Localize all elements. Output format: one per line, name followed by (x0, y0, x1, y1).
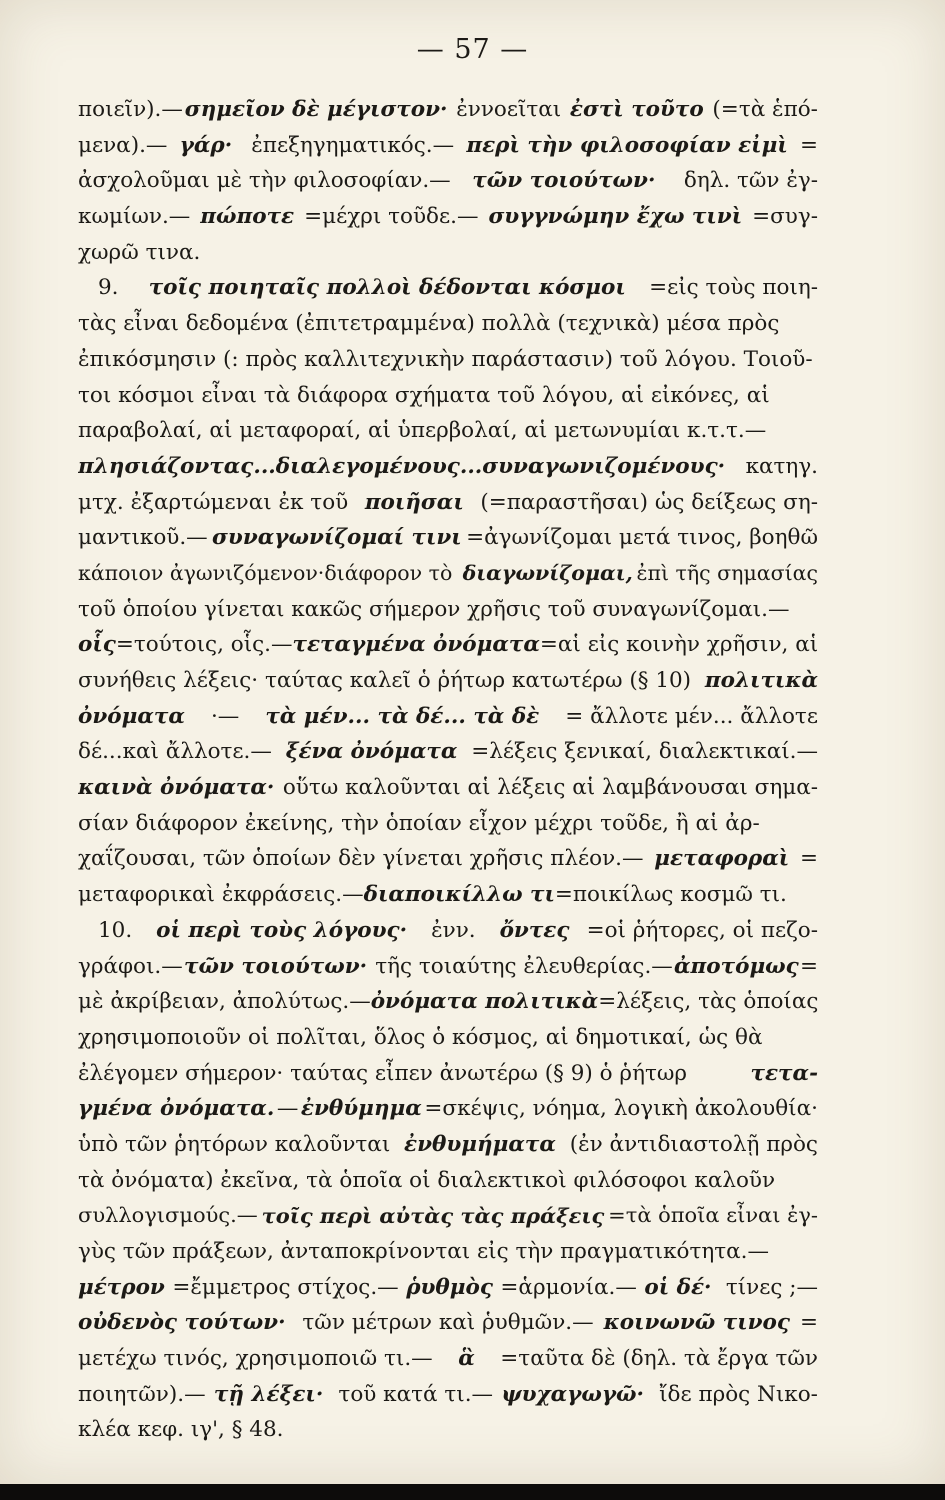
gloss-text: = (799, 953, 818, 979)
gloss-text: =συγ- (752, 204, 818, 230)
text-line (78, 1341, 818, 1377)
gloss-text: κάποιον ἀγωνιζόμενον·διάφορον τὸ (78, 560, 459, 585)
gloss-text: τῶν μέτρων καὶ ῥυθμῶν.— (295, 1310, 594, 1336)
lemma-term: τῶν τοιούτων· (184, 953, 368, 979)
lemma-term: τὰ μέν... τὰ δέ... τὰ δὲ (265, 703, 540, 729)
lemma-term: τῶν τοιούτων· (472, 168, 656, 194)
gloss-text: = (799, 1310, 818, 1336)
text-line (78, 163, 818, 199)
lemma-term: γμένα ὀνόματα. (78, 1096, 275, 1122)
lemma-term: τετα- (750, 1060, 818, 1086)
text-line (78, 1270, 818, 1306)
lemma-term: ἀποτόμως (674, 953, 799, 979)
gloss-text: σίαν διάφορον ἐκείνης, τὴν ὁποίαν εἶχον μέχρι τοῦδε, ἢ αἱ ἀρ- (78, 810, 760, 836)
gloss-text: =ἀγωνίζομαι μετά τινος, βοηθῶ (466, 525, 818, 551)
lemma-term: μέτρον (78, 1274, 165, 1300)
text-line (78, 556, 818, 592)
text-line (78, 984, 818, 1020)
gloss-text: τοῦ ὁποίου γίνεται κακῶς σήμερον χρῆσις τοῦ συναγωνίζομαι.— (78, 596, 790, 622)
gloss-text: 10. (98, 917, 140, 943)
gloss-text: =ἁρμονία.— (500, 1274, 637, 1300)
text-line (78, 627, 818, 663)
text-line (78, 1377, 818, 1413)
text-line (78, 235, 818, 271)
text-line (78, 806, 818, 842)
lemma-term: ῥυθμὸς (406, 1274, 493, 1300)
gloss-text: =λέξεις, τὰς ὁποίας (598, 989, 818, 1015)
text-line (78, 1412, 818, 1448)
gloss-text: ἐπὶ τῆς σημασίας (636, 560, 818, 585)
lemma-term: σημεῖον δὲ μέγιστον· (184, 97, 448, 122)
text-line (78, 270, 818, 306)
gloss-text: =αἱ εἰς κοινὴν χρῆσιν, αἱ (539, 632, 818, 658)
text-line (78, 913, 818, 949)
gloss-text: =ἔμμετρος στίχος.— (172, 1274, 399, 1300)
lemma-term: συναγωνίζομαί τινι (212, 525, 462, 551)
lemma-term: τεταγμένα ὀνόματα (292, 632, 540, 658)
gloss-text: οὕτω καλοῦνται αἱ λέξεις αἱ λαμβάνουσαι σημα- (276, 775, 818, 801)
lemma-term: ἃ (458, 1346, 475, 1372)
gloss-text: μεταφορικαὶ ἐκφράσεις.— (78, 882, 364, 908)
gloss-text: ὑπὸ τῶν ῥητόρων καλοῦνται (78, 1131, 398, 1157)
gloss-text: =τὰ ὁποῖα εἶναι ἐγ- (608, 1203, 818, 1228)
lemma-term: ψυχαγωγῶ· (501, 1381, 644, 1407)
gloss-text: τῆς τοιαύτης ἐλευθερίας.— (368, 953, 673, 979)
lemma-term: διαποικίλλω τι (363, 882, 555, 908)
lemma-term: ξένα ὀνόματα (285, 739, 458, 765)
gloss-text: μὲ ἀκρίβειαν, ἀπολύτως.— (78, 989, 371, 1015)
page-number: — 57 — (416, 34, 529, 65)
text-line (78, 949, 818, 985)
scan-bottom-edge (0, 1484, 945, 1500)
lemma-term: πλησιάζοντας...διαλεγομένους...συναγωνιζομένους· (78, 453, 726, 479)
gloss-text: τὰ ὀνόματα) ἐκεῖνα, τὰ ὁποῖα οἱ διαλεκτικοὶ φιλόσοφοι καλοῦν (78, 1167, 776, 1193)
gloss-text: ἐλέγομεν σήμερον· ταύτας εἶπεν ἀνωτέρω (§ 9) ὁ ῥήτωρ (78, 1060, 694, 1086)
gloss-text: χαΐζουσαι, τῶν ὁποίων δὲν γίνεται χρῆσις πλέον.— (78, 846, 644, 872)
lemma-term: τοῖς ποιηταῖς πολλοὶ δέδονται κόσμοι (148, 275, 626, 301)
text-line (78, 663, 818, 699)
gloss-text: δηλ. τῶν ἐγ- (677, 168, 818, 194)
gloss-text: κατηγ. (738, 453, 818, 479)
gloss-text: ἐπεξηγηματικός.— (244, 132, 455, 158)
gloss-text: χρησιμοποιοῦν οἱ πολῖται, ὅλος ὁ κόσμος, αἱ δημοτικαί, ὡς θὰ (78, 1024, 763, 1050)
lemma-term: ἐνθυμήματα (404, 1131, 556, 1157)
text-line (78, 1127, 818, 1163)
text-line (78, 1163, 818, 1199)
gloss-text: (=τὰ ἑπό- (705, 97, 818, 122)
gloss-text: μαντικοῦ.— (78, 525, 208, 551)
text-line (78, 1234, 818, 1270)
text-line (78, 841, 818, 877)
lemma-term: ὀνόματα (78, 703, 185, 729)
gloss-text: =σκέψις, νόημα, λογικὴ ἀκολουθία· (424, 1096, 818, 1122)
gloss-text: τοι κόσμοι εἶναι τὰ διάφορα σχήματα τοῦ λόγου, αἱ εἰκόνες, αἱ (78, 382, 770, 408)
gloss-text: =μέχρι τοῦδε.— (304, 204, 479, 230)
gloss-text: =λέξεις ξενικαί, διαλεκτικαί.— (471, 739, 818, 765)
lemma-term: καινὰ ὀνόματα· (78, 775, 275, 801)
text-line (78, 592, 818, 628)
gloss-text: γὺς τῶν πράξεων, ἀνταποκρίνονται εἰς τὴν πραγματικότητα.— (78, 1239, 769, 1264)
text-line (78, 1020, 818, 1056)
lemma-term: οὐδενὸς τούτων· (78, 1310, 286, 1336)
lemma-term: διαγωνίζομαι, (462, 560, 633, 585)
lemma-term: πολιτικὰ (704, 668, 818, 693)
gloss-text: δέ...καὶ ἄλλοτε.— (78, 739, 272, 765)
lemma-term: ὀνόματα πολιτικὰ (370, 989, 599, 1015)
gloss-text: = ἄλλοτε μέν... ἄλλοτε (565, 703, 818, 729)
gloss-text: =οἱ ῥήτορες, οἱ πεζο- (586, 917, 818, 943)
text-line (78, 1305, 818, 1341)
lemma-term: ποιῆσαι (364, 489, 464, 515)
gloss-text: χωρῶ τινα. (78, 239, 201, 265)
gloss-text: συλλογισμούς.— (78, 1203, 258, 1228)
lemma-term: πώποτε (200, 204, 295, 230)
gloss-text: κλέα κεφ. ιγ', § 48. (78, 1417, 284, 1443)
gloss-text: τοῦ κατά τι.— (331, 1381, 494, 1407)
lemma-term: οἷς (78, 632, 116, 658)
text-line (78, 877, 818, 913)
lemma-term: ἐστὶ τοῦτο (569, 97, 704, 122)
text-line (78, 1091, 818, 1127)
gloss-text: γράφοι.— (78, 953, 183, 979)
gloss-text: ἐπικόσμησιν (: πρὸς καλλιτεχνικὴν παράστασιν) τοῦ λόγου. Τοιοῦ- (78, 346, 813, 372)
lemma-term: τοῖς περὶ αὐτὰς τὰς πράξεις (261, 1203, 605, 1229)
lemma-term: περὶ τὴν φιλοσοφίαν εἰμὶ (466, 132, 788, 158)
gloss-text: =εἰς τοὺς ποιη- (649, 275, 818, 301)
text-line (78, 734, 818, 770)
gloss-text: ἀσχολοῦμαι μὲ τὴν φιλοσοφίαν.— (78, 168, 451, 194)
lemma-term: συγγνώμην ἔχω τινὶ (488, 204, 743, 230)
gloss-text: =ποικίλως κοσμῶ τι. (554, 882, 787, 908)
commentary-text (78, 92, 818, 1448)
lemma-term: ἐνθύμημα (300, 1096, 422, 1122)
text-line (78, 1056, 818, 1092)
gloss-text: μετέχω τινός, χρησιμοποιῶ τι.— (78, 1346, 433, 1372)
text-line (78, 92, 818, 128)
text-line (78, 378, 818, 414)
text-line (78, 342, 818, 378)
text-line (78, 199, 818, 235)
text-line (78, 413, 818, 449)
gloss-text: (=παραστῆσαι) ὡς δείξεως ση- (473, 489, 818, 515)
text-line (78, 128, 818, 164)
gloss-text: μενα).— (78, 132, 168, 158)
lemma-term: κοινωνῶ τινος (603, 1310, 790, 1336)
lemma-term: γάρ· (179, 132, 233, 158)
gloss-text: ἐννοεῖται (449, 97, 569, 122)
gloss-text: τίνες ;— (719, 1274, 818, 1300)
lemma-term: ὄντες (499, 917, 570, 943)
text-line (78, 1198, 818, 1234)
gloss-text: ἐνν. (424, 917, 483, 943)
lemma-term: μεταφοραὶ (654, 846, 790, 872)
lemma-term: οἱ δέ· (644, 1274, 712, 1300)
text-line (78, 449, 818, 485)
lemma-term: οἱ περὶ τοὺς λόγους· (156, 917, 408, 943)
text-line (78, 485, 818, 521)
gloss-text: παραβολαί, αἱ μεταφοραί, αἱ ὑπερβολαί, αἱ μετωνυμίαι κ.τ.τ.— (78, 418, 767, 444)
gloss-text: (ἐν ἀντιδιαστολῇ πρὸς (562, 1131, 818, 1157)
gloss-text: ποιεῖν).— (78, 97, 183, 122)
gloss-text: = (799, 132, 818, 158)
lemma-term: τῇ λέξει· (213, 1381, 324, 1407)
text-line (78, 770, 818, 806)
gloss-text: ἴδε πρὸς Νικο- (652, 1381, 818, 1407)
text-line (78, 306, 818, 342)
gloss-text: συνήθεις λέξεις· ταύτας καλεῖ ὁ ῥήτωρ κατωτέρω (§ 10) (78, 668, 698, 693)
gloss-text: μτχ. ἐξαρτώμεναι ἐκ τοῦ (78, 489, 356, 515)
gloss-text: ποιητῶν).— (78, 1381, 206, 1407)
gloss-text: =ταῦτα δὲ (δηλ. τὰ ἔργα τῶν (500, 1346, 818, 1372)
text-line (78, 520, 818, 556)
gloss-text: =τούτοις, οἷς.— (115, 632, 293, 658)
text-line (78, 699, 818, 735)
gloss-text: 9. (98, 275, 126, 301)
gloss-text: ·— (210, 703, 240, 729)
gloss-text: τὰς εἶναι δεδομένα (ἐπιτετραμμένα) πολλὰ (τεχνικὰ) μέσα πρὸς (78, 311, 780, 337)
gloss-text: = (799, 846, 818, 872)
gloss-text: — (276, 1096, 299, 1122)
gloss-text: κωμίων.— (78, 204, 191, 230)
